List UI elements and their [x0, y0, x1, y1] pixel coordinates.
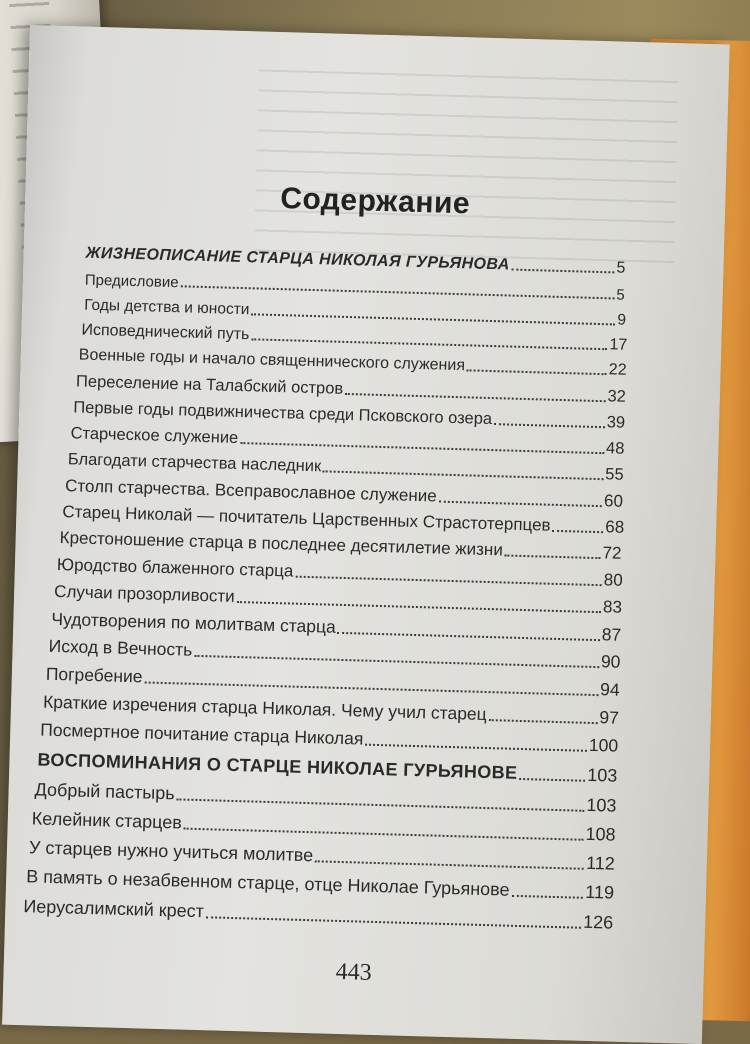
- toc-page-number: 55: [605, 465, 624, 484]
- toc-dot-leader: [237, 601, 601, 613]
- toc-page-number: 94: [599, 679, 620, 700]
- toc-entry-label: Благодати старчества наследник: [67, 450, 322, 476]
- toc-dot-leader: [184, 828, 584, 841]
- toc-page-number: 90: [600, 651, 621, 672]
- toc-page-number: 103: [586, 764, 618, 786]
- toc-page-number: 5: [616, 286, 625, 304]
- toc-entry-label: Годы детства и юности: [83, 296, 250, 319]
- toc-page-number: 103: [586, 794, 617, 816]
- toc-dot-leader: [511, 895, 583, 899]
- toc-dot-leader: [512, 269, 615, 274]
- toc-dot-leader: [519, 778, 585, 782]
- toc-entry-label: Старец Николай — почитатель Царственных Страстотерпцев: [62, 502, 551, 535]
- toc-entry-label: Переселение на Талабский остров: [75, 372, 344, 398]
- toc-entry-label: Старческое служение: [70, 424, 239, 447]
- page-title: Содержание: [279, 182, 471, 221]
- toc-entry-label: Юродство блаженного старца: [56, 554, 294, 581]
- toc-dot-leader: [251, 338, 607, 350]
- toc-dot-leader: [345, 393, 605, 402]
- toc-dot-leader: [251, 313, 615, 325]
- toc-entry-label: Военные годы и начало священнического служения: [78, 346, 466, 375]
- toc-entry-label: Первые годы подвижничества среди Псковского озера: [73, 398, 493, 429]
- toc-dot-leader: [194, 655, 599, 668]
- table-of-contents: [2, 25, 730, 1044]
- book-page: [2, 25, 730, 1044]
- toc-page-number: 72: [602, 543, 622, 563]
- toc-page-number: 60: [603, 491, 624, 511]
- toc-entry-label: Погребение: [45, 663, 143, 687]
- page-number: 443: [335, 958, 373, 986]
- toc-page-number: 32: [607, 387, 627, 406]
- toc-entry-label: Крестоношение старца в последнее десятилетие жизни: [59, 528, 504, 560]
- toc-entry-label: Исход в Вечность: [48, 635, 193, 660]
- toc-entry-label: Столп старчества. Всеправославное служение: [64, 476, 437, 506]
- toc-page-number: 9: [617, 311, 627, 329]
- toc-page-number: 22: [608, 361, 627, 379]
- toc-dot-leader: [505, 554, 601, 559]
- toc-dot-leader: [365, 744, 587, 752]
- toc-page-number: 108: [585, 823, 616, 845]
- toc-entry-label: Чудотворения по молитвам старца: [51, 608, 337, 637]
- toc-page-number: 68: [605, 517, 625, 537]
- toc-entry: [23, 896, 613, 933]
- toc-dot-leader: [494, 423, 605, 428]
- toc-page-number: 83: [602, 597, 623, 617]
- toc-entry-label: Предисловие: [84, 271, 179, 292]
- toc-page-number: 97: [599, 707, 620, 728]
- toc-dot-leader: [315, 860, 584, 870]
- toc-entry-label: У старцев нужно учиться молитве: [28, 837, 314, 866]
- toc-entry-label: Краткие изречения старца Николая. Чему учил старец: [42, 691, 487, 725]
- toc-dot-leader: [295, 576, 601, 587]
- toc-entry-label: В память о незабвенном старце, отце Николае Гурьянове: [25, 866, 510, 900]
- toc-entry-label: Иерусалимский крест: [23, 896, 205, 922]
- toc-page-number: 39: [606, 413, 626, 432]
- toc-entry-label: Келейник старцев: [31, 808, 183, 833]
- toc-dot-leader: [489, 719, 598, 724]
- toc-dot-leader: [206, 916, 581, 928]
- toc-dot-leader: [240, 442, 604, 454]
- toc-page-number: 80: [603, 570, 623, 590]
- toc-dot-leader: [552, 530, 603, 533]
- toc-dot-leader: [338, 632, 600, 641]
- toc-dot-leader: [323, 470, 603, 480]
- toc-page-number: 48: [605, 439, 625, 458]
- toc-page-number: 87: [601, 624, 622, 645]
- toc-dot-leader: [467, 369, 607, 375]
- toc-dot-leader: [144, 681, 598, 696]
- toc-dot-leader: [180, 285, 614, 299]
- toc-page-number: 100: [588, 734, 619, 756]
- toc-entry-label: Посмертное почитание старца Николая: [40, 719, 364, 749]
- toc-section-label: ЖИЗНЕОПИСАНИЕ СТАРЦА НИКОЛАЯ ГУРЬЯНОВА: [85, 244, 510, 274]
- toc-page-number: 126: [582, 911, 614, 933]
- toc-entry-label: Случаи прозорливости: [53, 581, 235, 606]
- toc-section-heading: [85, 245, 625, 278]
- toc-dot-leader: [176, 798, 584, 811]
- toc-page-number: 5: [616, 259, 626, 277]
- toc-page-number: 119: [585, 881, 615, 903]
- toc-dot-leader: [439, 501, 602, 508]
- toc-page-number: 17: [609, 336, 628, 354]
- toc-entry-label: Исповеднический путь: [81, 321, 250, 344]
- toc-section-label: ВОСПОМИНАНИЯ О СТАРЦЕ НИКОЛАЕ ГУРЬЯНОВЕ: [37, 749, 518, 783]
- toc-entry-label: Добрый пастырь: [34, 779, 175, 804]
- toc-page-number: 112: [585, 852, 616, 874]
